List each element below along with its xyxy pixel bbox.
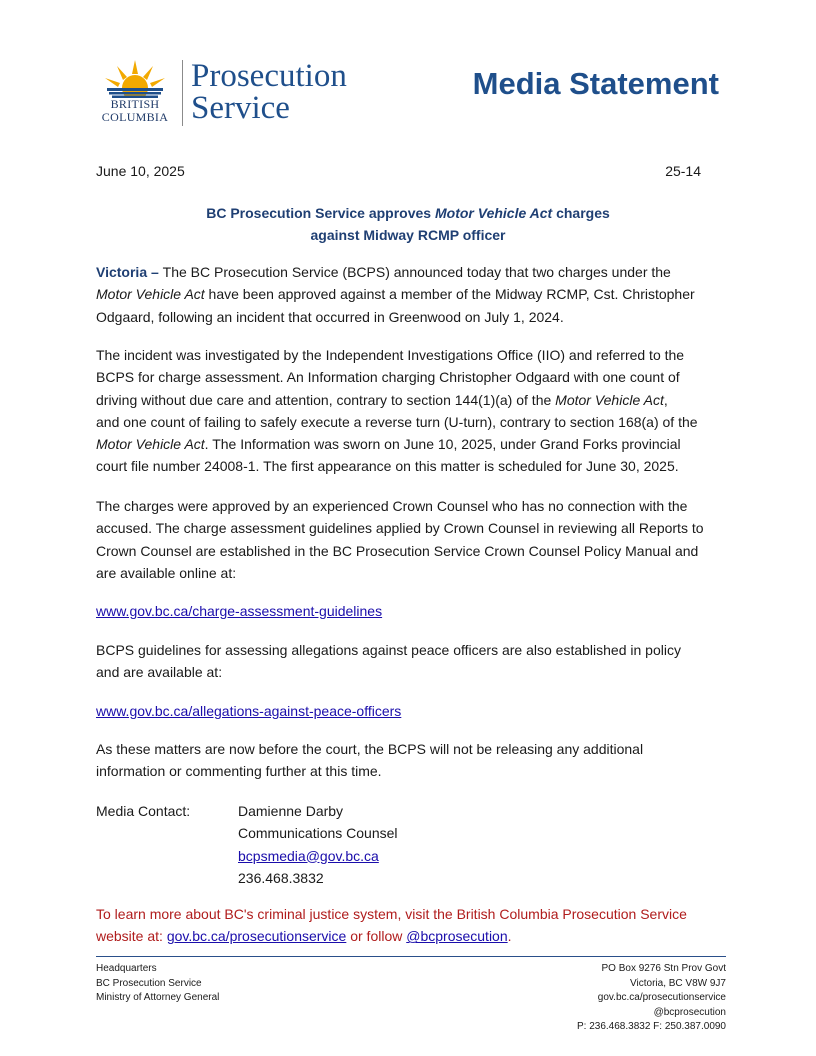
p3-line-1: The charges were approved by an experienced Crown Counsel who has no connection with the — [96, 498, 688, 514]
p2-line-3: driving without due care and attention, contrary to section 144(1)(a) of the — [96, 391, 556, 408]
paragraph-3 — [96, 495, 720, 584]
p1-italic: Motor Vehicle Act — [96, 286, 205, 303]
prosecution-service-site-link[interactable]: gov.bc.ca/prosecutionservice — [166, 928, 347, 945]
headline-line-2: against Midway RCMP officer — [310, 227, 506, 243]
headline — [96, 202, 720, 246]
p3-line-4: are available online at: — [96, 564, 237, 581]
learn-line-2b: or follow — [346, 928, 407, 945]
dateline-location: Victoria – — [96, 264, 163, 280]
prosecution-service-wordmark — [191, 60, 347, 124]
headline-text-a: BC Prosecution Service approves — [206, 205, 435, 221]
contact-phone: 236.468.3832 — [238, 869, 324, 886]
headline-line-1 — [96, 202, 720, 224]
bc-line-2: COLUMBIA — [101, 110, 169, 124]
contact-name: Damienne Darby — [238, 803, 344, 819]
footer-left-1: Headquarters — [96, 963, 157, 974]
charge-assessment-guidelines-link[interactable]: www.gov.bc.ca/charge-assessment-guidelines — [96, 603, 383, 619]
logo-divider — [182, 60, 183, 126]
p2-line-3-end: , — [663, 391, 668, 408]
learn-line-2c: . — [507, 928, 512, 945]
release-number: 25-14 — [665, 163, 701, 179]
learn-line-2a: website at: — [96, 928, 167, 945]
paragraph-2 — [96, 344, 720, 478]
bc-sun-logo — [95, 58, 175, 128]
footer-left-3: Ministry of Attorney General — [96, 992, 220, 1003]
footer-right-4: @bcprosecution — [653, 1006, 726, 1018]
p5-line-2: information or commenting further at this time. — [96, 763, 382, 780]
bcps-logo — [95, 58, 385, 130]
footer-divider — [96, 956, 726, 957]
footer-right-5: P: 236.468.3832 F: 250.387.0090 — [576, 1021, 726, 1032]
bc-line-1: BRITISH — [110, 97, 160, 111]
ps-line-1: Prosecution — [191, 58, 347, 94]
p1-line-1: The BC Prosecution Service (BCPS) announced today that two charges under the — [162, 264, 671, 280]
p2-line-1: The incident was investigated by the Independent Investigations Office (IIO) and referred to the — [96, 347, 685, 363]
p4-line-2: and are available at: — [96, 664, 223, 681]
footer-headquarters — [96, 962, 219, 1006]
release-date: June 10, 2025 — [96, 163, 185, 179]
footer-right-2: Victoria, BC V8W 9J7 — [630, 977, 726, 989]
p3-line-2: accused. The charge assessment guidelines applied by Crown Counsel in reviewing all Reports to — [96, 520, 704, 537]
learn-line-1: To learn more about BC's criminal justice system, visit the British Columbia Prosecution Service — [96, 906, 687, 922]
paragraph-4 — [96, 639, 720, 684]
p1-line-3: Odgaard, following an incident that occurred in Greenwood on July 1, 2024. — [96, 308, 564, 325]
paragraph-1 — [96, 261, 720, 328]
media-contact-label: Media Contact: — [96, 803, 191, 819]
paragraph-5 — [96, 738, 720, 783]
headline-italic: Motor Vehicle Act — [434, 205, 553, 221]
contact-email-link[interactable]: bcpsmedia@gov.bc.ca — [238, 847, 379, 864]
p2-line-2: BCPS for charge assessment. An Information charging Christopher Odgaard with one count of — [96, 369, 680, 386]
p2-italic-2: Motor Vehicle Act — [96, 436, 205, 453]
allegations-against-peace-officers-link[interactable]: www.gov.bc.ca/allegations-against-peace-officers — [96, 703, 402, 719]
footer-right-3: gov.bc.ca/prosecutionservice — [597, 992, 726, 1003]
footer-left-2: BC Prosecution Service — [96, 977, 202, 989]
p3-line-3: Crown Counsel are established in the BC Prosecution Service Crown Counsel Policy Manual and — [96, 542, 699, 559]
p2-italic-1: Motor Vehicle Act — [555, 391, 664, 408]
page-title: Media Statement — [472, 66, 719, 101]
p2-line-5: . The Information was sworn on June 10, 2025, under Grand Forks provincial — [204, 436, 681, 453]
contact-title: Communications Counsel — [238, 825, 398, 842]
p1-line-2: have been approved against a member of the Midway RCMP, Cst. Christopher — [204, 286, 695, 303]
ps-line-2: Service — [191, 90, 290, 126]
headline-text-b: charges — [552, 205, 610, 221]
p5-line-1: As these matters are now before the court, the BCPS will not be releasing any additional — [96, 741, 644, 757]
learn-more — [96, 903, 726, 948]
sun-over-water-icon — [95, 58, 175, 98]
footer-address — [577, 962, 726, 1035]
bcprosecution-social-link[interactable]: @bcprosecution — [406, 928, 508, 945]
p2-line-4: and one count of failing to safely execute a reverse turn (U-turn), contrary to section 168(a) of the — [96, 413, 698, 430]
bc-wordmark — [95, 98, 175, 124]
p4-line-1: BCPS guidelines for assessing allegations against peace officers are also established in policy — [96, 642, 681, 658]
p2-line-6: court file number 24008-1. The first appearance on this matter is scheduled for June 30, 2025. — [96, 458, 679, 475]
link-row-1 — [96, 600, 720, 622]
link-row-2 — [96, 700, 720, 722]
media-contact-details — [238, 800, 398, 889]
footer-right-1: PO Box 9276 Stn Prov Govt — [601, 963, 726, 974]
